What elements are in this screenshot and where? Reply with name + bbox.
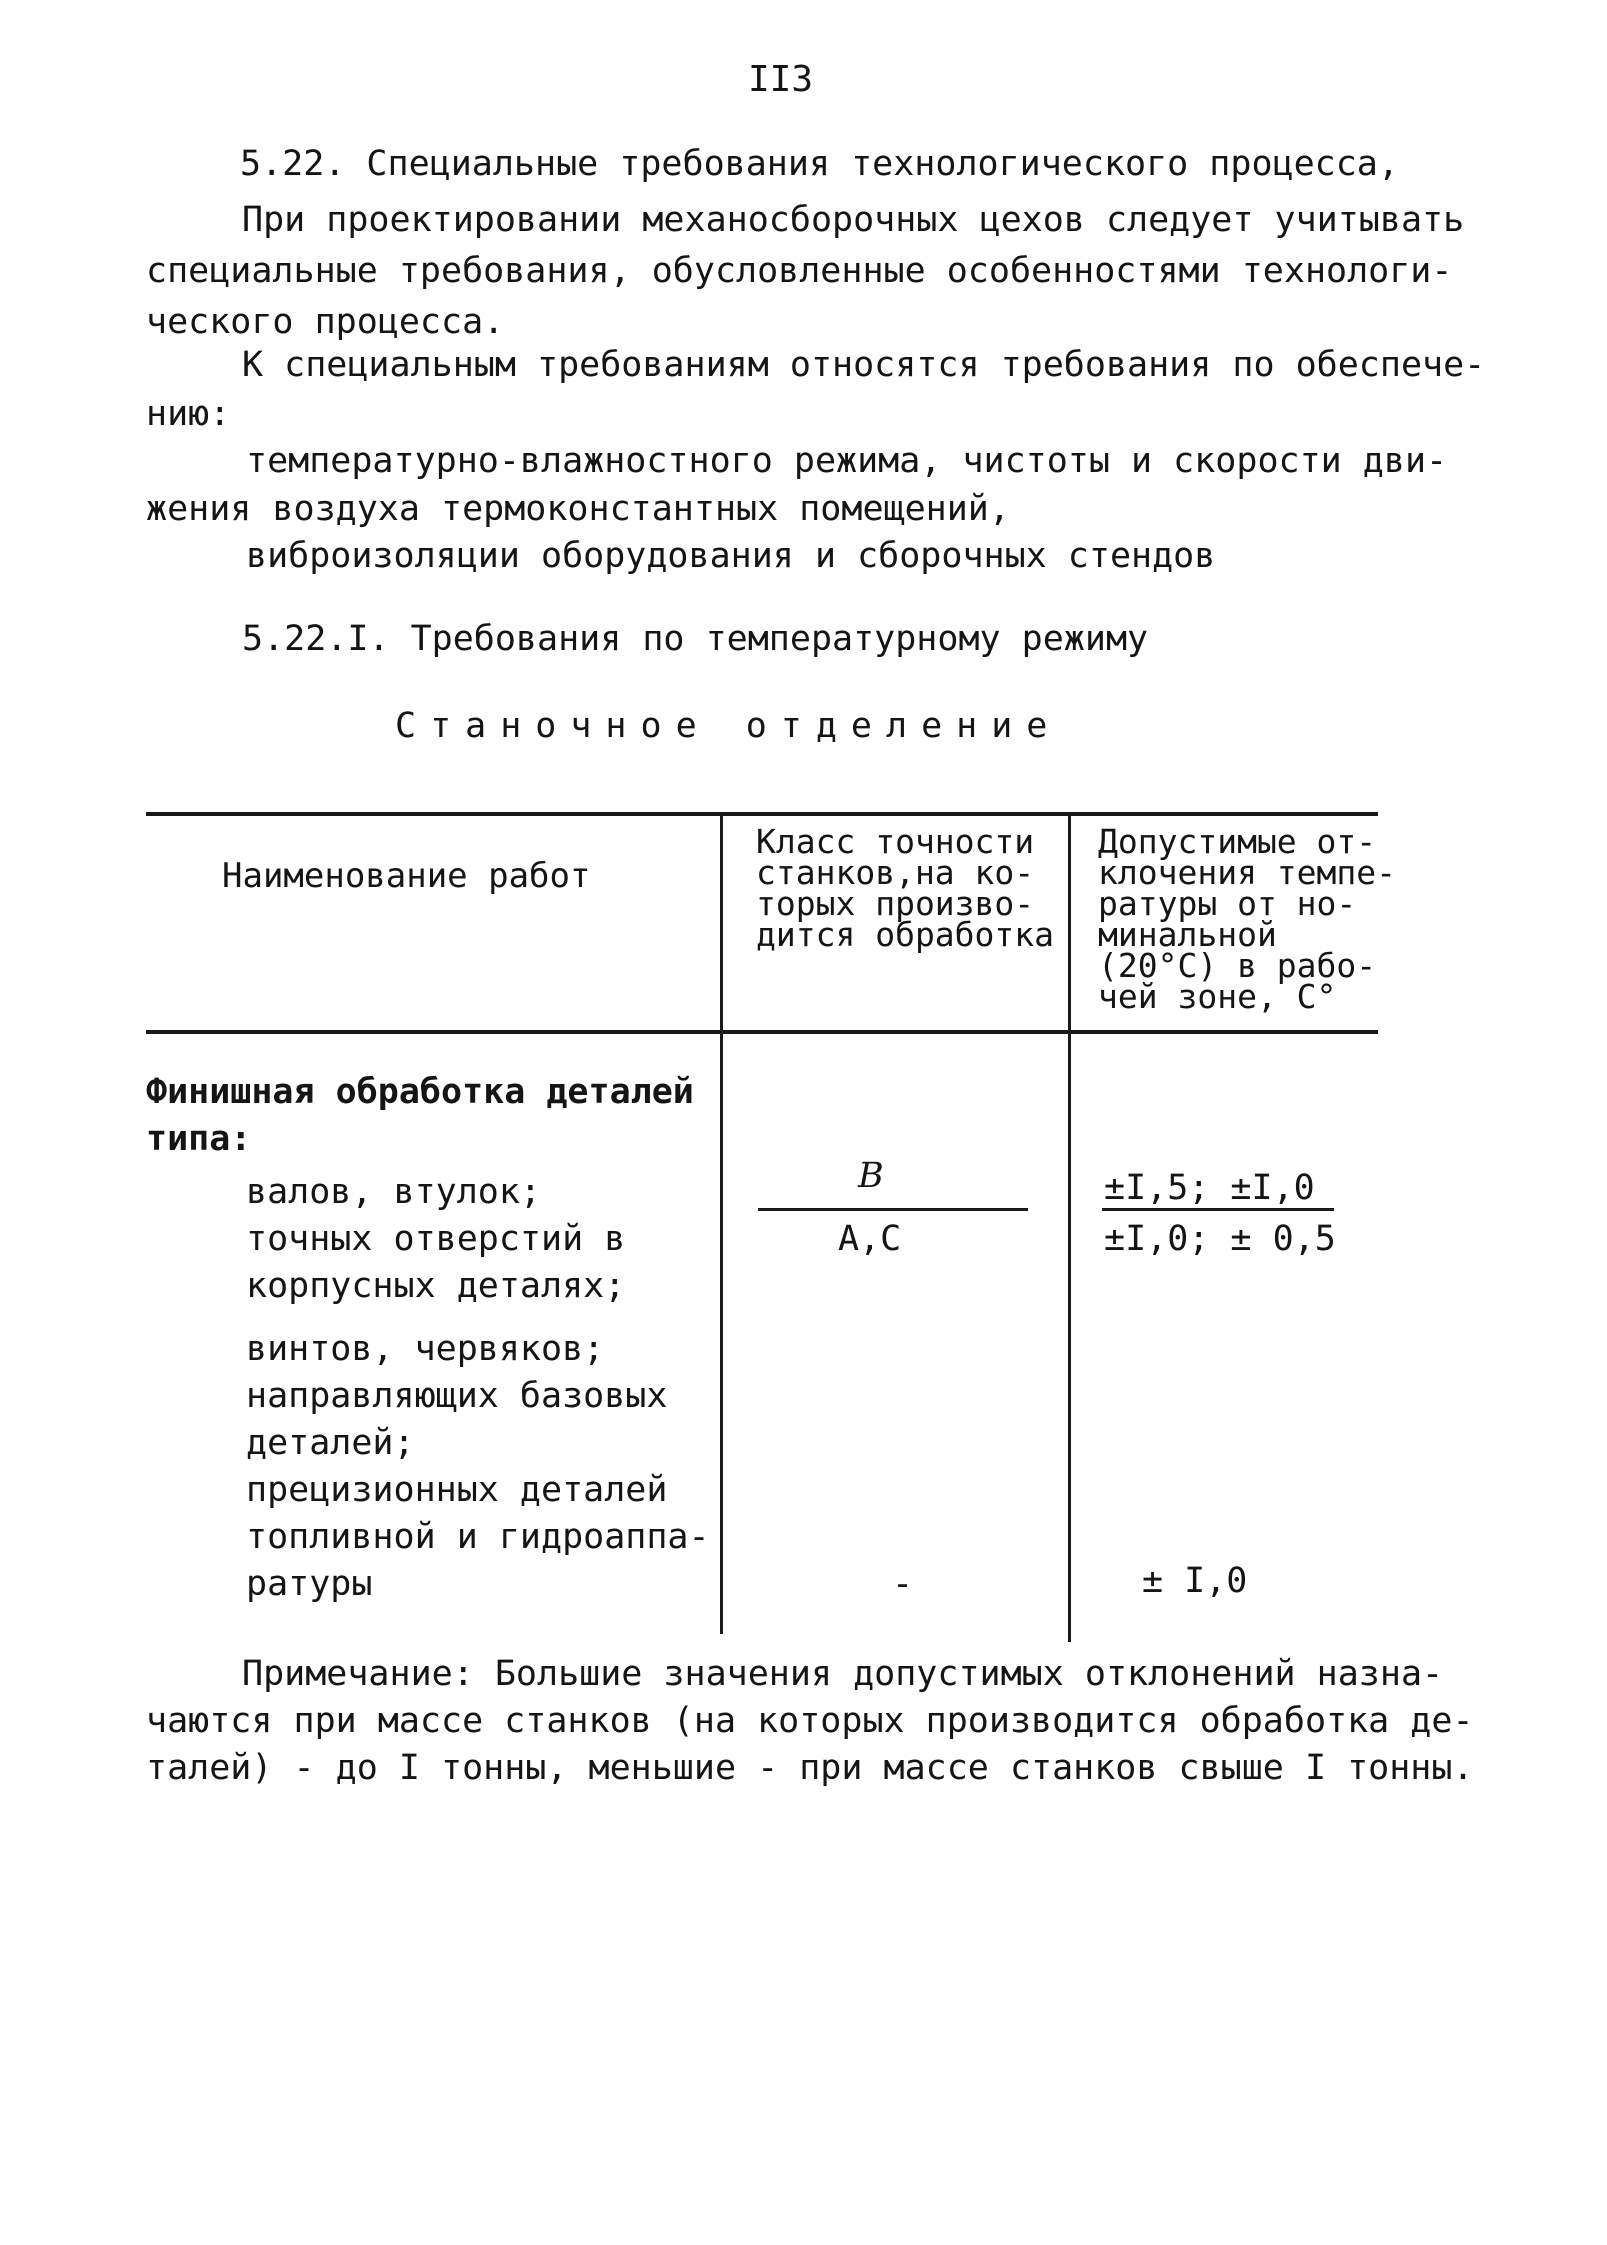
note-line: чаются при массе станков (на которых производится обработка де- <box>146 1701 1474 1741</box>
work-item: прецизионных деталей <box>246 1470 668 1510</box>
text-line: температурно-влажностного режима, чистоты и скорости дви- <box>246 441 1448 481</box>
text-line: При проектировании механосборочных цехов следует учитывать <box>242 200 1465 240</box>
class-numerator: В <box>858 1156 884 1196</box>
header-line: ратуры от но- <box>1098 884 1357 923</box>
work-item: валов, втулок; <box>246 1172 542 1212</box>
header-line: дится обработка <box>756 915 1055 954</box>
deviation-numerator: ±I,5; ±I,0 <box>1104 1168 1315 1208</box>
work-item: ратуры <box>246 1564 373 1604</box>
header-line: торых произво- <box>756 884 1035 923</box>
page-number: II3 <box>748 59 814 100</box>
table-title: Станочное отделение <box>395 706 1062 746</box>
table-top-rule <box>146 812 1378 816</box>
text-line: ческого процесса. <box>146 302 505 342</box>
header-line: Допустимые от- <box>1098 822 1377 861</box>
note-line: талей) - до I тонны, меньшие - при массе станков свыше I тонны. <box>146 1748 1474 1788</box>
text-line: жения воздуха термоконстантных помещений, <box>146 489 1010 529</box>
header-line: станков,на ко- <box>756 853 1035 892</box>
column-divider <box>1068 812 1071 1642</box>
header-line: клочения темпе- <box>1098 853 1397 892</box>
table-header-rule <box>146 1030 1378 1034</box>
text-line: виброизоляции оборудования и сборочных стендов <box>246 536 1216 576</box>
work-item: винтов, червяков; <box>246 1329 605 1369</box>
work-item: точных отверстий в <box>246 1219 626 1259</box>
header-line: чей зоне, С° <box>1098 977 1337 1016</box>
text-line: К специальным требованиям относятся требования по обеспече- <box>242 345 1486 385</box>
work-item: топливной и гидроаппа- <box>246 1517 710 1557</box>
deviation-row2: ± I,0 <box>1142 1561 1248 1601</box>
work-item: корпусных деталях; <box>246 1266 626 1306</box>
header-line: Класс точности <box>756 822 1035 861</box>
deviation-denominator: ±I,0; ± 0,5 <box>1104 1219 1336 1259</box>
header-line: (20°С) в рабо- <box>1098 946 1377 985</box>
column-divider <box>720 812 723 1634</box>
group-title: типа: <box>146 1119 252 1159</box>
text-line: специальные требования, обусловленные особенностями технологи- <box>146 251 1453 291</box>
class-row2: - <box>892 1564 914 1604</box>
section-heading: 5.22. Специальные требования технологического процесса, <box>240 144 1399 184</box>
header-line: минальной <box>1098 915 1277 954</box>
work-item: направляющих базовых <box>246 1376 668 1416</box>
fraction-bar <box>1102 1208 1334 1211</box>
subsection-heading: 5.22.I. Требования по температурному режиму <box>242 619 1149 659</box>
fraction-bar <box>758 1208 1028 1211</box>
text-line: нию: <box>146 394 231 434</box>
work-item: деталей; <box>246 1423 415 1463</box>
group-title: Финишная обработка деталей <box>146 1072 694 1112</box>
header-work-name: Наименование работ <box>222 856 591 896</box>
class-denominator: А,С <box>838 1219 902 1259</box>
note-line: Примечание: Большие значения допустимых отклонений назна- <box>242 1654 1444 1694</box>
